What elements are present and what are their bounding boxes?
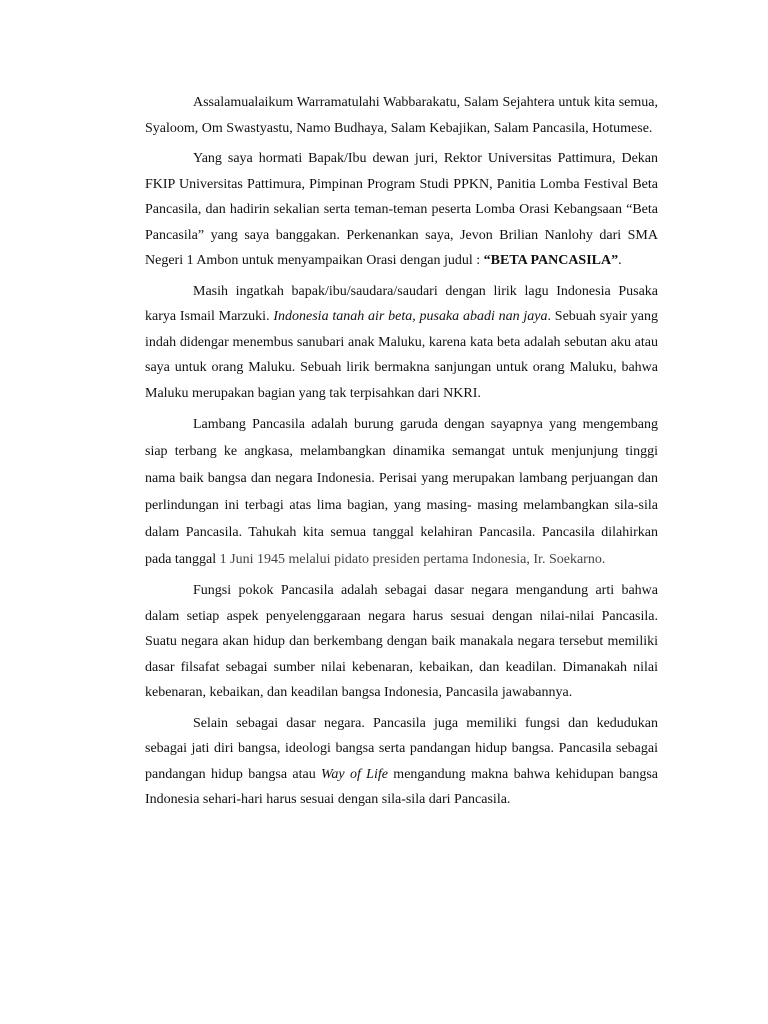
jati-diri-body: mengandung makna bahwa kehidupan bangsa Indonesia sehari-hari harus sesuai dengan sila-sila dari Pancasila.	[145, 766, 658, 807]
paragraph-jati-diri	[145, 711, 658, 813]
jati-diri-intro: Selain sebagai dasar negara. Pancasila juga memiliki fungsi dan kedudukan sebagai jati diri bangsa, ideologi bangsa serta pandangan hidup bangsa. Pancasila sebagai pandangan hidup bangsa atau	[145, 715, 658, 782]
paragraph-greeting: Assalamualaikum Warramatulahi Wabbarakatu, Salam Sejahtera untuk kita semua, Syaloom, Om Swastyastu, Namo Budhaya, Salam Kebajikan, Salam Pancasila, Hotumese.	[145, 95, 658, 136]
salutation-end: .	[618, 253, 622, 268]
lambang-text: Lambang Pancasila adalah burung garuda dengan sayapnya yang mengembang siap terbang ke angkasa, melambangkan dinamika semangat untuk menjunjung tinggi nama baik bangsa dan negara Indonesia. Perisai yang merupakan lambang perjuangan dan perlindungan ini terbagi atas lima bagian, yang masing- masing melambangkan sila-sila dalam Pancasila. Tahukah kita semua tanggal kelahiran Pancasila. Pancasila dilahirkan pada tanggal	[145, 417, 658, 567]
speech-title: “BETA PANCASILA”	[483, 253, 619, 268]
way-of-life-term: Way of Life	[321, 766, 388, 782]
song-lyric: Indonesia tanah air beta, pusaka abadi nan jaya	[273, 309, 548, 324]
pusaka-body: . Sebuah syair yang indah didengar menembus sanubari anak Maluku, karena kata beta adalah sebutan aku atau saya untuk orang Maluku. Sebuah lirik bermakna sanjungan untuk orang Maluku, bahwa Maluku merupakan bagian yang tak terpisahkan dari NKRI.	[145, 309, 658, 401]
salutation-text: Yang saya hormati Bapak/Ibu dewan juri, Rektor Universitas Pattimura, Dekan FKIP Universitas Pattimura, Pimpinan Program Studi PPKN, Panitia Lomba Festival Beta Pancasila, dan hadirin sekalian serta teman-teman peserta Lomba Orasi Kebangsaan “Beta Pancasila” yang saya banggakan. Perkenankan saya, Jevon Brilian Nanlohy dari SMA Negeri 1 Ambon untuk menyampaikan Orasi dengan judul :	[145, 151, 658, 268]
paragraph-lambang	[145, 411, 658, 573]
birth-date-text: 1 Juni 1945 melalui pidato presiden pertama Indonesia, Ir. Soekarno.	[219, 552, 606, 567]
pusaka-intro: Masih ingatkah bapak/ibu/saudara/saudari dengan lirik lagu Indonesia Pusaka karya Ismail Marzuki.	[145, 283, 658, 324]
paragraph-indonesia-pusaka	[145, 279, 658, 407]
document-page	[145, 90, 658, 818]
paragraph-fungsi-pokok: Fungsi pokok Pancasila adalah sebagai dasar negara mengandung arti bahwa dalam setiap aspek penyelenggaraan negara harus sesuai dengan nilai-nilai Pancasila. Suatu negara akan hidup dan berkembang dengan baik manakala negara tersebut memiliki dasar filsafat sebagai sumber nilai kebenaran, kebaikan, dan keadilan. Dimanakah nilai kebenaran, kebaikan, dan keadilan bangsa Indonesia, Pancasila jawabannya.	[145, 583, 658, 700]
paragraph-salutation	[145, 146, 658, 274]
